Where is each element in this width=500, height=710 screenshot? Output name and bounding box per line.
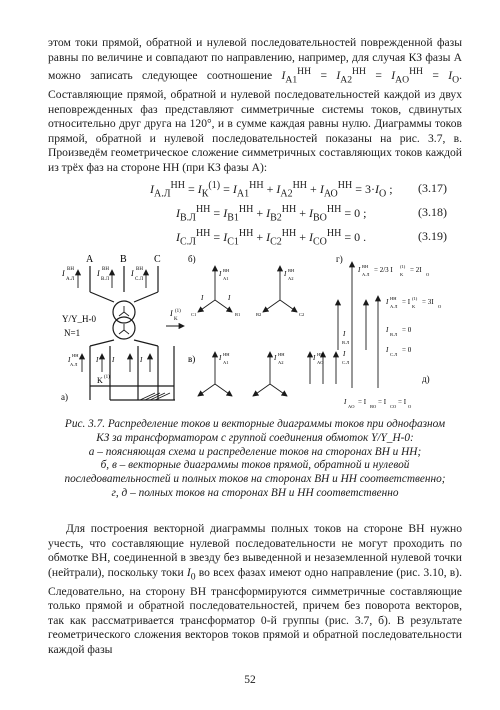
svg-text:(1): (1) xyxy=(104,375,110,380)
svg-text:C1: C1 xyxy=(191,312,197,317)
equation-3-17-number: (3.17) xyxy=(418,181,447,195)
svg-text:I: I xyxy=(140,356,143,364)
svg-text:K: K xyxy=(400,272,404,277)
svg-text:I: I xyxy=(386,346,389,354)
svg-text:ВН: ВН xyxy=(362,264,369,269)
paragraph-2-text: Для построения векторной диаграммы полных токов на стороне ВН нужно учесть, что составляющие нулевой последовательности не могут проходить по обмотке ВН, соединенной в звезду без выведенной и незаземленной нулевой точки (нейтрали), поскольку токи $I_0$ во всех фазах имеют одно направление (рис. 3.10, в). Следовательно, на сторону ВН трансформируются симметричные составляющие только прямой и обратной последовательностей, причем без поворота векторов, так как рассматривается трансформатор 0-й группы (рис. 3.7, б). В результате геометрического сложения векторов токов прямой и обратной последовательности каждой фазы xyxy=(48,522,462,657)
svg-text:I: I xyxy=(97,269,100,278)
svg-text:A2: A2 xyxy=(278,360,284,365)
svg-text:I: I xyxy=(201,294,204,302)
panel-b-diagram xyxy=(188,254,304,317)
svg-text:I: I xyxy=(68,356,71,364)
fault-label: K xyxy=(97,376,103,385)
svg-text:I: I xyxy=(228,294,231,302)
transformer-group-label: Y/Y_Н-0 xyxy=(62,314,96,324)
panel-v-label: в) xyxy=(188,354,196,364)
caption-line-3: а – поясняющая схема и распределение токов на сторонах ВН и НН; xyxy=(88,445,422,458)
caption-line-5: последовательностей и полных токов на сторонах ВН и НН соответственно; xyxy=(64,473,446,486)
svg-text:В.Л: В.Л xyxy=(390,332,398,337)
svg-text:С.Л: С.Л xyxy=(390,352,398,357)
svg-text:B2: B2 xyxy=(256,312,262,317)
svg-text:А.Л: А.Л xyxy=(390,304,398,309)
svg-text:AO: AO xyxy=(317,360,324,365)
svg-text:= 2/3 I: = 2/3 I xyxy=(374,266,393,274)
svg-text:ВН: ВН xyxy=(136,267,143,272)
svg-text:ВН: ВН xyxy=(67,267,74,272)
svg-text:ВО: ВО xyxy=(370,404,377,409)
svg-text:НН: НН xyxy=(390,296,397,301)
phase-c-label: C xyxy=(154,254,161,265)
equation-3-19: $I_{С.Л}^{НН} = I_{С1}^{НН} + I_{С2}^{НН} + I_{СО}^{НН} = 0$ . xyxy=(176,228,367,248)
svg-text:I: I xyxy=(112,356,115,364)
equation-3-18: $I_{В.Л}^{НН} = I_{В1}^{НН} + I_{В2}^{НН} + I_{ВО}^{НН} = 0$ ; xyxy=(176,204,367,224)
phase-b-label: B xyxy=(120,254,127,265)
svg-text:ВН: ВН xyxy=(223,268,230,273)
equation-3-17: $I_{А.Л}^{НН} = I_К^{(1)} = I_{А1}^{НН} + I_{А2}^{НН} + I_{АО}^{НН} = 3\cdot I_О$ ; xyxy=(150,180,393,200)
caption-line-2: КЗ за трансформатором с группой соединения обмоток Y/Y_Н-0: xyxy=(96,431,414,444)
svg-text:O: O xyxy=(438,304,442,309)
svg-text:C2: C2 xyxy=(299,312,305,317)
svg-text:НН: НН xyxy=(317,352,324,357)
panel-g-label: г) xyxy=(336,254,343,264)
svg-text:O: O xyxy=(408,404,412,409)
equation-3-18-number: (3.18) xyxy=(418,205,447,219)
panel-a-schematic xyxy=(61,254,184,402)
svg-text:НН: НН xyxy=(278,352,285,357)
panel-a-label: а) xyxy=(61,392,68,402)
svg-text:А.Л: А.Л xyxy=(66,277,75,282)
figure-caption xyxy=(40,418,470,501)
svg-text:СО: СО xyxy=(390,404,397,409)
svg-text:I: I xyxy=(284,270,287,278)
svg-text:ВН: ВН xyxy=(288,268,295,273)
svg-text:НН: НН xyxy=(72,353,79,358)
svg-text:I: I xyxy=(343,330,346,338)
svg-text:В.Л: В.Л xyxy=(101,277,109,282)
svg-text:(1): (1) xyxy=(175,309,181,314)
svg-text:В.Л: В.Л xyxy=(342,340,350,345)
svg-text:AO: AO xyxy=(348,404,355,409)
panel-b-label: б) xyxy=(188,254,196,264)
page-number: 52 xyxy=(244,674,256,686)
svg-text:K: K xyxy=(412,304,416,309)
caption-line-4: б, в – векторные диаграммы токов прямой, обратной и нулевой xyxy=(100,459,410,472)
svg-text:= 0: = 0 xyxy=(402,346,412,354)
panel-d-label: д) xyxy=(422,374,430,384)
svg-text:A1: A1 xyxy=(223,360,229,365)
svg-text:С.Л: С.Л xyxy=(135,277,143,282)
n1-label: N=1 xyxy=(64,328,81,338)
svg-text:= I: = I xyxy=(378,398,387,406)
svg-text:I: I xyxy=(344,398,347,406)
equation-3-19-number: (3.19) xyxy=(418,229,447,243)
svg-text:A1: A1 xyxy=(223,276,229,281)
panel-d-diagram xyxy=(343,296,442,409)
svg-text:= 0: = 0 xyxy=(402,326,412,334)
svg-text:= I: = I xyxy=(398,398,407,406)
caption-line-1: Рис. 3.7. Распределение токов и векторные диаграммы токов при однофазном xyxy=(64,418,446,430)
svg-text:НН: НН xyxy=(223,352,230,357)
svg-text:I: I xyxy=(274,354,277,362)
svg-text:А.Л: А.Л xyxy=(362,272,370,277)
svg-text:A2: A2 xyxy=(288,276,294,281)
svg-text:I: I xyxy=(219,354,222,362)
svg-text:K: K xyxy=(174,317,178,322)
paragraph-1-text: этом токи прямой, обратной и нулевой последовательностей поврежденной фазы равны по величине и совпадают по направлению, например, для случая КЗ фазы А можно записать следующее соотношение $I_{A1}^{НН} = I_{A2}^{НН} = I_{AO}^{НН} = I_O$. Составляющие прямой, обратной и нулевой последовательностей каждой из двух неповрежденных фаз представляют симметричные системы токов, сдвинутых относительно друг друга на 120°, и в сумме каждая равны нулю. Диаграммы токов прямой, обратной и нулевой последовательностей показаны на рис. 3.7, в. Произведём геометрическое сложение симметричных составляющих токов каждой из трёх фаз на стороне НН (при КЗ фазы А): xyxy=(48,36,463,174)
panel-g-diagram xyxy=(336,254,430,388)
svg-text:I: I xyxy=(386,298,389,306)
svg-text:I: I xyxy=(131,269,134,278)
svg-text:I: I xyxy=(62,269,65,278)
svg-text:I: I xyxy=(386,326,389,334)
panel-v-diagram xyxy=(188,352,336,396)
svg-text:I: I xyxy=(313,354,316,362)
paragraph-2 xyxy=(48,522,462,658)
svg-text:= I: = I xyxy=(402,298,411,306)
svg-text:= 2I: = 2I xyxy=(410,266,422,274)
svg-text:I: I xyxy=(170,309,173,318)
caption-line-6: г, д – полных токов на сторонах ВН и НН соответственно xyxy=(111,486,399,499)
svg-text:I: I xyxy=(219,270,222,278)
svg-text:I: I xyxy=(96,356,99,364)
svg-text:I: I xyxy=(358,266,361,274)
svg-text:= I: = I xyxy=(358,398,367,406)
svg-text:(1): (1) xyxy=(412,296,418,301)
svg-text:А.Л: А.Л xyxy=(70,362,78,367)
svg-text:ВН: ВН xyxy=(102,267,109,272)
svg-text:С.Л: С.Л xyxy=(342,360,350,365)
svg-text:B1: B1 xyxy=(235,312,241,317)
phase-a-label: A xyxy=(86,254,94,265)
svg-text:O: O xyxy=(426,272,430,277)
svg-text:(1): (1) xyxy=(400,264,406,269)
svg-text:= 3I: = 3I xyxy=(422,298,434,306)
svg-text:I: I xyxy=(343,350,346,358)
